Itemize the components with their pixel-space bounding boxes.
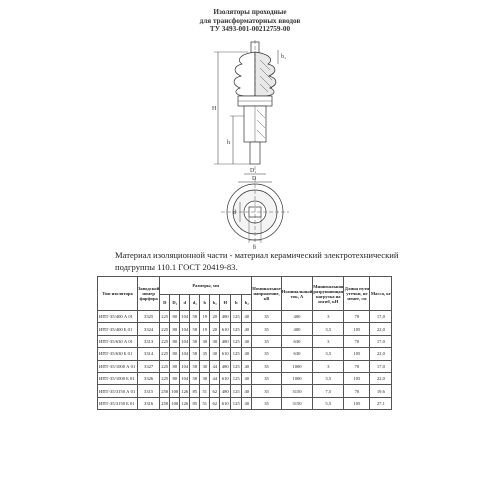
table-cell: 3327 — [138, 360, 160, 372]
table-cell: 58 — [190, 311, 200, 323]
table-cell: 610 — [220, 323, 231, 335]
table-cell: 100 — [170, 385, 180, 397]
table-cell: 104 — [180, 323, 190, 335]
table-cell: 3 — [313, 360, 344, 372]
table-cell: 125 — [231, 348, 242, 360]
table-cell: 480 — [220, 311, 231, 323]
header-code: Заводской номер фарфора — [138, 277, 160, 311]
table-cell: 58 — [190, 323, 200, 335]
table-cell: 30 — [200, 335, 210, 347]
table-cell: 35 — [200, 348, 210, 360]
table-cell: 22,0 — [370, 372, 392, 384]
table-cell: 125 — [231, 360, 242, 372]
table-row — [98, 323, 392, 335]
table-cell: 610 — [220, 397, 231, 409]
table-row — [98, 372, 392, 384]
header-size-D1: D₁ — [170, 295, 180, 311]
table-cell: 58 — [190, 335, 200, 347]
table-cell: 62 — [210, 385, 220, 397]
header-size-h: h — [231, 295, 242, 311]
table-cell: 3,5 — [313, 372, 344, 384]
header-sizes: Размеры, мм — [160, 277, 252, 295]
table-cell: 51 — [200, 385, 210, 397]
title-line-3: ТУ 3493-001-00212759-00 — [209, 25, 291, 34]
table-cell: 105 — [344, 372, 370, 384]
table-cell: 35 — [252, 348, 282, 360]
table-cell: 630 — [281, 348, 312, 360]
table-cell: 40 — [242, 397, 252, 409]
table-cell: 104 — [180, 311, 190, 323]
spec-table-body — [98, 311, 392, 410]
table-cell: 125 — [231, 323, 242, 335]
table-cell: 480 — [220, 335, 231, 347]
table-cell: 17,0 — [370, 335, 392, 347]
table-cell: 125 — [231, 397, 242, 409]
header-mass: Масса, кг — [370, 277, 392, 311]
table-cell: 35 — [252, 372, 282, 384]
cell-type: ИПТ-35/1000 А 01 — [98, 360, 138, 372]
table-cell: 70 — [344, 335, 370, 347]
table-cell: 225 — [160, 323, 170, 335]
header-voltage: Номинальное напряжение, кВ — [252, 277, 282, 311]
table-cell: 58 — [190, 360, 200, 372]
table-cell: 480 — [220, 385, 231, 397]
header-current: Номинальный ток, А — [281, 277, 312, 311]
table-cell: 610 — [220, 348, 231, 360]
table-cell: 104 — [180, 360, 190, 372]
material-note: Материал изоляционной части - материал керамический электротехнический подгруппы 110.1 ГОСТ 20419-83. — [115, 250, 399, 272]
cell-type: ИПТ-35/1000 Б 01 — [98, 372, 138, 384]
table-cell: 3 — [313, 311, 344, 323]
table-cell: 104 — [180, 348, 190, 360]
header-size-b2: b₂ — [242, 295, 252, 311]
table-cell: 250 — [160, 397, 170, 409]
table-cell: 400 — [281, 323, 312, 335]
table-cell: 35 — [252, 385, 282, 397]
table-cell: 40 — [242, 311, 252, 323]
table-cell: 80 — [170, 372, 180, 384]
table-cell: 40 — [242, 323, 252, 335]
table-cell: 58 — [190, 348, 200, 360]
table-cell: 100 — [170, 397, 180, 409]
table-cell: 125 — [231, 335, 242, 347]
table-row — [98, 335, 392, 347]
table-cell: 19,6 — [370, 385, 392, 397]
header-size-d: d — [180, 295, 190, 311]
table-cell: 3326 — [138, 372, 160, 384]
table-cell: 35 — [252, 323, 282, 335]
table-cell: 40 — [242, 372, 252, 384]
table-row — [98, 311, 392, 323]
table-cell: 250 — [160, 385, 170, 397]
table-cell: 70 — [344, 385, 370, 397]
table-cell: 20 — [210, 323, 220, 335]
table-row — [98, 360, 392, 372]
table-cell: 27,1 — [370, 397, 392, 409]
header-breaking: Минимальная разрушающая нагрузка на изгиб, кН — [313, 277, 344, 311]
header-size-b: b — [200, 295, 210, 311]
table-cell: 40 — [242, 335, 252, 347]
table-cell: 126 — [180, 397, 190, 409]
label-d: d — [233, 210, 236, 216]
table-cell: 105 — [344, 397, 370, 409]
table-cell: 3,5 — [313, 348, 344, 360]
header-size-d1: d₁ — [190, 295, 200, 311]
header-size-D: D — [160, 295, 170, 311]
table-cell: 22,0 — [370, 323, 392, 335]
table-cell: 44 — [210, 360, 220, 372]
table-cell: 3150 — [281, 397, 312, 409]
table-cell: 80 — [170, 348, 180, 360]
table-cell: 225 — [160, 348, 170, 360]
header-creepage: Длина пути утечки, не менее, см — [344, 277, 370, 311]
table-cell: 70 — [344, 311, 370, 323]
label-b: b — [253, 245, 256, 251]
table-row — [98, 385, 392, 397]
table-cell: 125 — [231, 311, 242, 323]
table-cell: 40 — [242, 348, 252, 360]
title-line-2: для трансформаторных вводов — [199, 16, 301, 25]
cell-type: ИПТ-35/400 Б 01 — [98, 323, 138, 335]
table-cell: 630 — [281, 335, 312, 347]
header-size-H: H — [220, 295, 231, 311]
table-cell: 35 — [252, 397, 282, 409]
table-cell: 70 — [344, 360, 370, 372]
table-cell: 3313 — [138, 335, 160, 347]
label-D1: D₁ — [250, 168, 257, 174]
table-cell: 40 — [242, 360, 252, 372]
table-cell: 30 — [200, 360, 210, 372]
table-cell: 30 — [210, 335, 220, 347]
table-cell: 3314 — [138, 348, 160, 360]
label-D: D — [252, 176, 257, 182]
table-cell: 125 — [231, 385, 242, 397]
table-cell: 104 — [180, 335, 190, 347]
table-cell: 3316 — [138, 397, 160, 409]
table-cell: 80 — [170, 335, 180, 347]
table-cell: 105 — [344, 323, 370, 335]
table-row — [98, 348, 392, 360]
table-cell: 20 — [210, 311, 220, 323]
table-cell: 35 — [252, 311, 282, 323]
table-cell: 3315 — [138, 385, 160, 397]
table-cell: 225 — [160, 311, 170, 323]
table-cell: 1000 — [281, 372, 312, 384]
cell-type: ИПТ-35/3150 А 01 — [98, 385, 138, 397]
label-h: h — [227, 140, 230, 146]
table-cell: 105 — [344, 348, 370, 360]
table-cell: 80 — [170, 311, 180, 323]
table-cell: 7,5 — [313, 385, 344, 397]
table-cell: 125 — [231, 372, 242, 384]
table-cell: 480 — [220, 360, 231, 372]
table-row — [98, 397, 392, 409]
title-line-1: Изоляторы проходные — [213, 8, 287, 16]
table-cell: 58 — [190, 372, 200, 384]
table-cell: 22,0 — [370, 348, 392, 360]
table-cell: 44 — [210, 372, 220, 384]
insulator-drawing — [178, 40, 328, 252]
table-cell: 610 — [220, 372, 231, 384]
table-cell: 225 — [160, 360, 170, 372]
table-cell: 30 — [200, 372, 210, 384]
table-cell: 51 — [200, 397, 210, 409]
label-H: H — [212, 106, 217, 112]
table-cell: 225 — [160, 372, 170, 384]
table-cell: 40 — [242, 385, 252, 397]
table-cell: 17,0 — [370, 360, 392, 372]
table-cell: 62 — [210, 397, 220, 409]
table-cell: 1000 — [281, 360, 312, 372]
table-cell: 5,5 — [313, 397, 344, 409]
table-cell: 85 — [190, 397, 200, 409]
table-cell: 80 — [170, 360, 180, 372]
header-type: Тип изолятора — [98, 277, 138, 311]
document-title — [150, 8, 350, 34]
table-cell: 17,0 — [370, 311, 392, 323]
table-cell: 85 — [190, 385, 200, 397]
cell-type: ИПТ-35/630 Б 01 — [98, 348, 138, 360]
header-size-b1: b₁ — [210, 295, 220, 311]
cell-type: ИПТ-35/400 А 01 — [98, 311, 138, 323]
spec-table — [97, 276, 392, 410]
table-cell: 225 — [160, 335, 170, 347]
table-cell: 126 — [180, 385, 190, 397]
table-cell: 80 — [170, 323, 180, 335]
table-cell: 104 — [180, 372, 190, 384]
label-b1: b₁ — [281, 54, 287, 60]
table-cell: 35 — [252, 360, 282, 372]
table-cell: 19 — [200, 311, 210, 323]
table-cell: 3324 — [138, 323, 160, 335]
table-cell: 400 — [281, 311, 312, 323]
cell-type: ИПТ-35/3150 Б 01 — [98, 397, 138, 409]
table-cell: 3 — [313, 335, 344, 347]
cell-type: ИПТ-35/630 А 01 — [98, 335, 138, 347]
table-cell: 35 — [252, 335, 282, 347]
table-cell: 3150 — [281, 385, 312, 397]
table-cell: 19 — [200, 323, 210, 335]
table-cell: 3325 — [138, 311, 160, 323]
table-cell: 3,5 — [313, 323, 344, 335]
table-cell: 30 — [210, 348, 220, 360]
